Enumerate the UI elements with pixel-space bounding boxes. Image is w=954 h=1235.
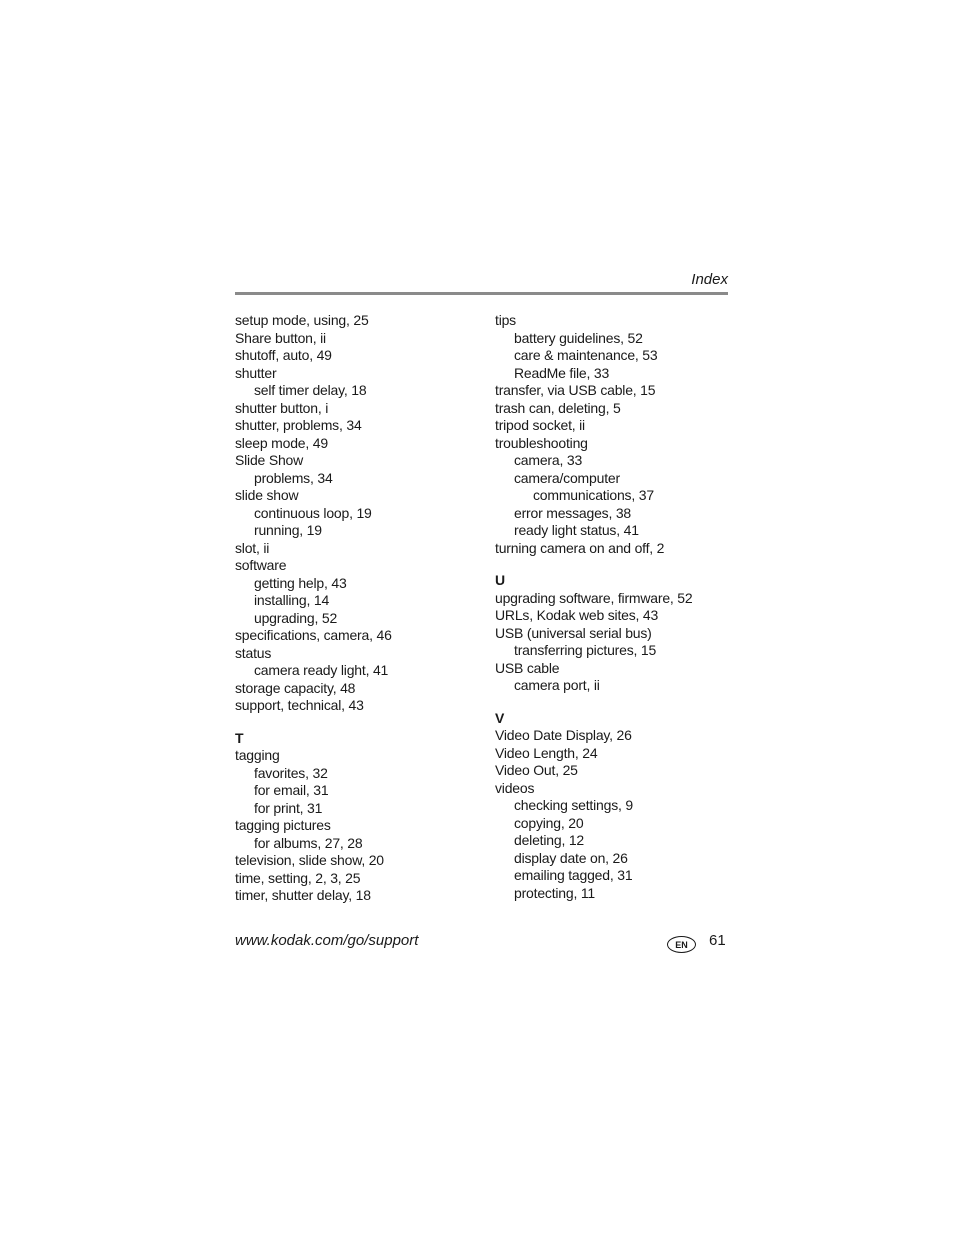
index-entry: copying, 20 (514, 814, 584, 831)
index-entry: continuous loop, 19 (254, 504, 372, 521)
page-header-title: Index (691, 271, 728, 288)
index-entry: problems, 34 (254, 469, 333, 486)
index-entry: tips (495, 312, 516, 328)
language-badge: EN (667, 936, 696, 953)
index-entry: shutter button, i (235, 399, 329, 416)
index-column-right (495, 312, 745, 902)
index-entry: camera/computer (514, 469, 620, 486)
index-entry: display date on, 26 (514, 849, 628, 866)
header-rule (235, 292, 728, 295)
index-entry: upgrading software, firmware, 52 (495, 589, 693, 606)
index-entry: camera port, ii (514, 677, 600, 693)
index-entry: television, slide show, 20 (235, 852, 384, 868)
index-entry: status (235, 644, 272, 661)
index-entry: slot, ii (235, 539, 270, 556)
index-entry: shutter, problems, 34 (235, 417, 362, 433)
index-entry: for print, 31 (254, 799, 323, 816)
index-entry: Video Length, 24 (495, 744, 598, 761)
index-entry: turning camera on and off, 2 (495, 539, 665, 556)
index-entry: slide show (235, 487, 299, 503)
index-section-letter: V (495, 709, 505, 726)
index-entry: running, 19 (254, 522, 322, 538)
index-entry: transfer, via USB cable, 15 (495, 382, 656, 398)
index-entry: for email, 31 (254, 782, 329, 798)
index-entry: camera ready light, 41 (254, 662, 389, 678)
index-entry: time, setting, 2, 3, 25 (235, 869, 361, 886)
index-entry: camera, 33 (514, 452, 583, 468)
index-entry: sleep mode, 49 (235, 434, 328, 451)
index-entry: troubleshooting (495, 434, 588, 451)
index-entry: setup mode, using, 25 (235, 312, 369, 328)
footer-url[interactable]: www.kodak.com/go/support (235, 932, 419, 949)
index-entry: upgrading, 52 (254, 609, 338, 626)
index-entry: Share button, ii (235, 329, 326, 346)
index-entry: trash can, deleting, 5 (495, 399, 621, 416)
index-entry: ready light status, 41 (514, 522, 639, 538)
index-entry: checking settings, 9 (514, 797, 633, 813)
index-entry: error messages, 38 (514, 504, 632, 521)
index-entry: emailing tagged, 31 (514, 867, 633, 883)
index-entry: support, technical, 43 (235, 697, 364, 713)
index-entry: Slide Show (235, 452, 304, 468)
index-entry: USB cable (495, 659, 560, 676)
index-entry: storage capacity, 48 (235, 679, 356, 696)
index-entry: communications, 37 (533, 487, 654, 503)
index-entry: for albums, 27, 28 (254, 834, 363, 851)
index-entry: Video Out, 25 (495, 762, 578, 778)
index-entry: protecting, 11 (514, 884, 595, 901)
page-number: 61 (709, 932, 726, 949)
index-entry: URLs, Kodak web sites, 43 (495, 607, 659, 623)
index-entry: tagging (235, 747, 280, 763)
index-entry: transferring pictures, 15 (514, 642, 657, 658)
index-entry: shutter (235, 364, 277, 381)
index-section-letter: T (235, 729, 244, 746)
index-entry: favorites, 32 (254, 764, 328, 781)
index-entry: ReadMe file, 33 (514, 364, 610, 381)
index-entry: timer, shutter delay, 18 (235, 887, 371, 903)
index-entry: videos (495, 779, 535, 796)
index-entry: battery guidelines, 52 (514, 329, 643, 346)
index-entry: deleting, 12 (514, 832, 584, 848)
index-entry: software (235, 557, 287, 573)
index-entry: care & maintenance, 53 (514, 347, 658, 363)
index-entry: shutoff, auto, 49 (235, 347, 332, 363)
index-entry: specifications, camera, 46 (235, 627, 392, 643)
index-entry: getting help, 43 (254, 574, 347, 591)
index-entry: USB (universal serial bus) (495, 624, 652, 641)
index-entry: self timer delay, 18 (254, 382, 367, 398)
index-entry: tripod socket, ii (495, 417, 585, 433)
index-column-left (235, 312, 485, 905)
index-entry: Video Date Display, 26 (495, 727, 632, 743)
index-entry: installing, 14 (254, 592, 330, 608)
index-section-letter: U (495, 572, 505, 588)
index-entry: tagging pictures (235, 817, 331, 833)
